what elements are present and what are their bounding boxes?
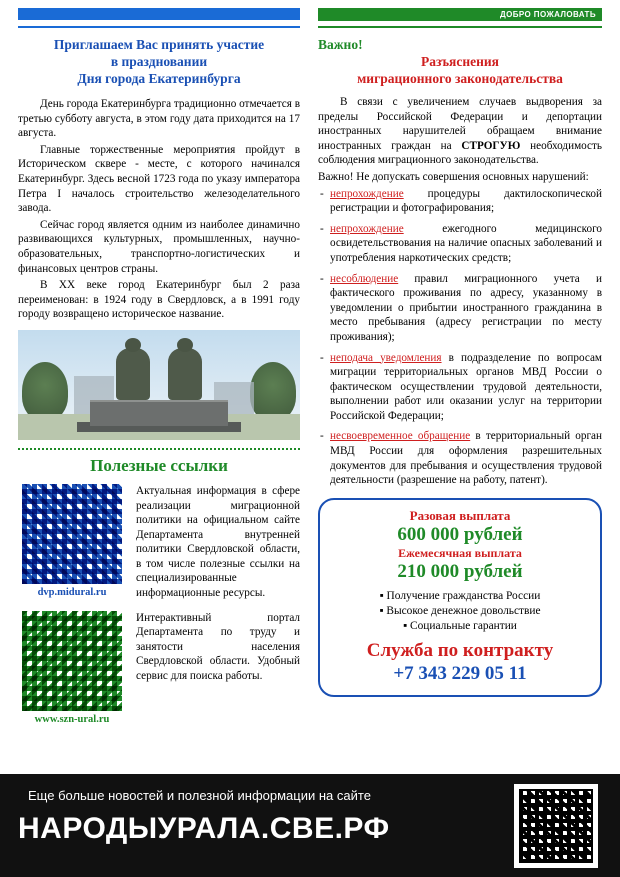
violation-term-3: несоблюдение <box>330 272 399 285</box>
link-item-dvp[interactable] <box>18 484 300 601</box>
contract-amount-2: 210 000 рублей <box>397 560 523 582</box>
qr-szn-ural-icon[interactable] <box>22 611 122 711</box>
left-title-line-2: в праздновании <box>110 54 208 69</box>
footer-site-url[interactable]: НАРОДЫУРАЛА.СВЕ.РФ <box>18 812 390 845</box>
photo-tree-right <box>250 362 296 420</box>
link-text-dvp: Актуальная информация в сфере реализации миграционной политики на официальном сайте Департамента внутренней политики Свердловской области, в том числе полезные ссылки на специализированные информационные ресурсы. <box>136 484 300 600</box>
link-text-szn: Интерактивный портал Департамента по труду и занятости населения Свердловской области. Удобный сервис для поиска работы. <box>136 611 300 683</box>
useful-links-title: Полезные ссылки <box>90 455 228 475</box>
photo-statue-figure-left <box>116 348 150 400</box>
violations-list <box>318 187 602 488</box>
dotted-divider-top <box>18 448 300 450</box>
photo-statue-figure-right <box>168 348 202 400</box>
footer-qr-code[interactable] <box>514 784 598 868</box>
contract-service-box <box>318 498 602 697</box>
photo-tree-left <box>22 362 68 420</box>
violation-rest-5: в территориальный орган МВД России для оформления разрешительных документов для пребывания и осуществления трудовой деятельности (разрешение на работу, патент). <box>330 430 602 487</box>
contract-phone[interactable]: +7 343 229 05 11 <box>393 662 527 684</box>
violation-item-5 <box>318 429 602 487</box>
right-title-line-2: миграционного законодательства <box>357 71 563 86</box>
violation-item-1 <box>318 187 602 216</box>
contract-payment-label-1: Разовая выплата <box>409 507 511 523</box>
violation-rest-3: правил миграционного учета и фактического проживания по адресу, указанному в уведомлении о прибытии иностранного гражданина в место пребывания (адресу регистрации по месту проживания); <box>330 272 602 343</box>
violation-term-5: несвоевременное обращение <box>330 430 471 443</box>
left-title-line-1: Приглашаем Вас принять участие <box>53 37 265 52</box>
left-paragraph-2: Главные торжественные мероприятия пройдут в Историческом сквере - месте, с которого начинался Екатеринбург. Здесь весной 1723 года по указу императора Петра I началось строительство железоделательного завода. <box>18 143 300 215</box>
qr-block-szn[interactable] <box>18 611 126 725</box>
contract-service-title: Служба по контракту <box>366 639 554 661</box>
divider-left <box>18 26 300 28</box>
left-paragraph-4: В XX веке город Екатеринбург был 2 раза переименован: в 1924 году в Свердловск, а в 1991 году городу возвращено историческое название. <box>18 279 300 321</box>
violation-rest-4: в подразделение по вопросам миграции территориальных органов МВД России о фактическом осуществлении трудовой деятельности, выполнении работ или оказании услуг на территории Российской Федерации; <box>330 351 602 422</box>
violation-rest-2: ежегодного медицинского освидетельствования на наличие опасных заболеваний и употребления наркотических средств; <box>330 222 602 264</box>
qr-caption-dvp[interactable]: dvp.midural.ru <box>37 586 107 598</box>
qr-dvp-midural-icon[interactable] <box>22 484 122 584</box>
left-column <box>18 36 300 735</box>
left-paragraph-1: День города Екатеринбурга традиционно отмечается в третью субботу августа, в этом году дата приходится на 17 августа. <box>18 98 300 140</box>
contract-benefits-list <box>330 589 590 634</box>
violations-lead: Важно! Не допускать совершения основных нарушений: <box>318 170 589 183</box>
qr-block-dvp[interactable] <box>18 484 126 601</box>
contract-benefit-2: ▪ Высокое денежное довольствие <box>330 604 590 619</box>
contract-payment-label-2: Ежемесячная выплата <box>398 545 522 560</box>
intro-emphasis: СТРОГУЮ <box>461 139 521 152</box>
violation-item-2 <box>318 222 602 266</box>
violation-term-4: неподача уведомления <box>330 351 442 364</box>
right-title-line-1: Разъяснения <box>421 54 499 69</box>
footer-tagline: Еще больше новостей и полезной информации на сайте <box>28 788 371 803</box>
welcome-badge: ДОБРО ПОЖАЛОВАТЬ <box>318 8 602 21</box>
violation-term-1: непрохождение <box>330 187 404 200</box>
photo-pedestal <box>90 400 228 426</box>
right-title <box>318 53 602 87</box>
violation-item-4 <box>318 351 602 424</box>
divider-right <box>318 26 602 28</box>
left-title <box>18 36 300 87</box>
violation-item-3 <box>318 272 602 345</box>
right-intro-paragraph <box>318 95 602 168</box>
right-column <box>318 36 602 697</box>
violation-rest-1: процедуры дактилоскопической регистрации и фотографирования; <box>330 187 602 215</box>
left-title-line-3: Дня города Екатеринбурга <box>77 71 241 86</box>
left-paragraph-3: Сейчас город является одним из наиболее динамично развивающихся культурных, промышленных, научно-образовательных, транспортно-логистических и финансовых центров страны. <box>18 218 300 275</box>
contract-benefit-1: ▪ Получение гражданства России <box>330 589 590 604</box>
right-intro-text: В связи с увеличением случаев выдворения за пределы Российской Федерации и депортации иностранных нарушителей обращаем внимание иностранных граждан на СТРОГУЮ необходимость соблюдения миграционного законодательства. <box>318 96 602 167</box>
qr-narodyurala-icon[interactable] <box>519 789 593 863</box>
monument-photo <box>18 330 300 440</box>
footer <box>0 774 620 877</box>
contract-amount-1: 600 000 рублей <box>397 523 523 545</box>
violation-term-2: непрохождение <box>330 222 404 235</box>
qr-caption-szn[interactable]: www.szn-ural.ru <box>34 713 110 725</box>
top-bar-left <box>18 8 300 20</box>
important-label: Важно! <box>318 37 363 52</box>
contract-benefit-3: ▪ Социальные гарантии <box>330 619 590 634</box>
link-item-szn[interactable] <box>18 611 300 725</box>
